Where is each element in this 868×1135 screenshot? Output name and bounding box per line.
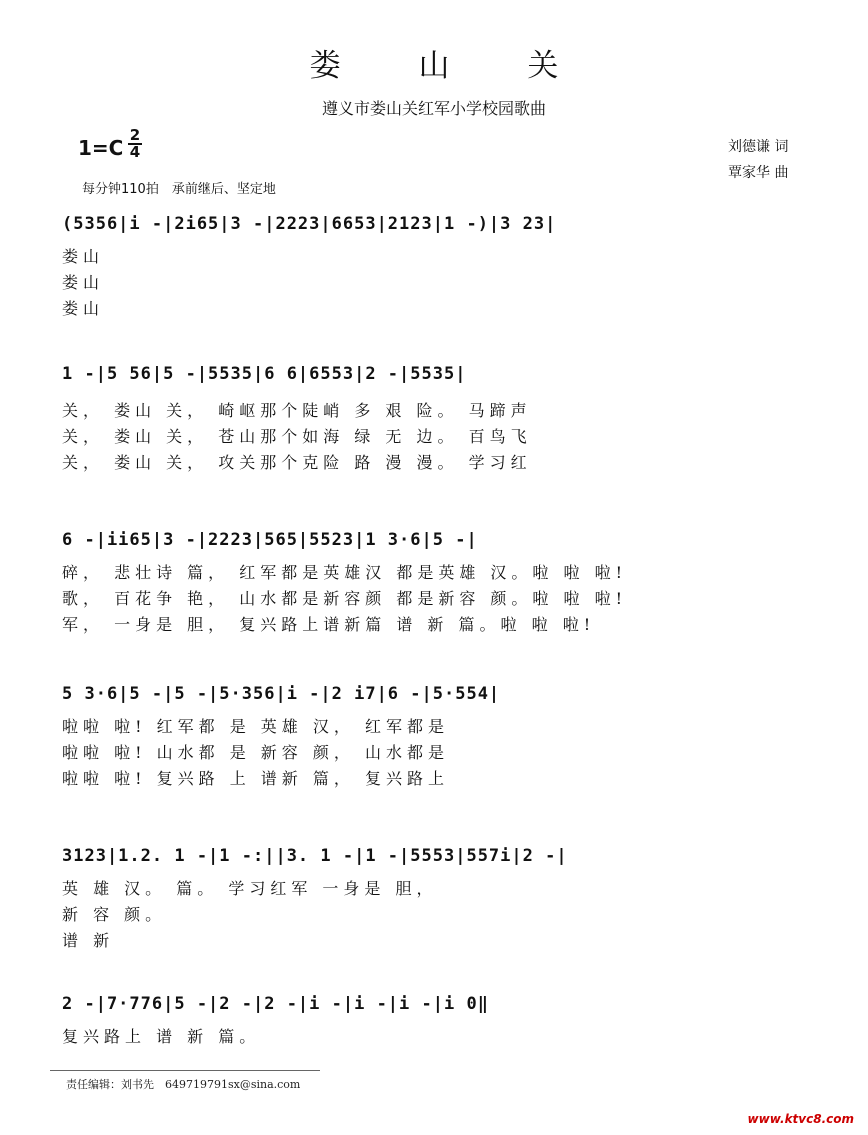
editor-credit: 责任编辑：刘书先 649719791sx@sina.com [66,1078,301,1091]
lyric-line-5-verse-1: 英 雄 汉。 篇。 学习红军 一身是 胆， [62,879,438,898]
lyric-line-1-verse-1: 娄山 [62,247,105,266]
lyric-line-1-verse-2: 娄山 [62,273,105,292]
lyric-line-6-verse-1: 复兴路上 谱 新 篇。 [62,1027,261,1046]
lyric-line-2-verse-3: 关， 娄山 关， 攻关那个克险 路 漫 漫。 学习红 [62,453,532,472]
lyric-line-1-verse-3: 娄山 [62,299,105,318]
lyric-line-3-verse-1: 碎， 悲壮诗 篇， 红军都是英雄汉 都是英雄 汉。啦 啦 啦! [62,563,628,582]
lyric-line-2-verse-2: 关， 娄山 关， 苍山那个如海 绿 无 边。 百鸟飞 [62,427,532,446]
notation-line-5: 3123|1.2. 1 -|1 -:||3. 1 -|1 -|5553|557i|2 -| [62,846,568,866]
notation-line-3: 6 -|ii65|3 -|2223|565|5523|1 3·6|5 -| [62,530,478,550]
lyric-line-3-verse-2: 歌， 百花争 艳， 山水都是新容颜 都是新容 颜。啦 啦 啦! [62,589,628,608]
lyric-line-4-verse-1: 啦啦 啦! 红军都 是 英雄 汉， 红军都是 [62,717,449,736]
notation-line-2: 1 -|5 56|5 -|5535|6 6|6553|2 -|5535| [62,364,467,384]
lyric-line-2-verse-1: 关， 娄山 关， 崎岖那个陡峭 多 艰 险。 马蹄声 [62,401,532,420]
lyric-line-4-verse-2: 啦啦 啦! 山水都 是 新容 颜， 山水都是 [62,743,449,762]
time-signature [128,128,142,160]
lyric-line-5-verse-2: 新 容 颜。 [62,905,167,924]
notation-line-6: 2 -|7·776|5 -|2 -|2 -|i -|i -|i -|i 0‖ [62,994,489,1014]
page-subtitle: 遵义市娄山关红军小学校园歌曲 [321,99,546,118]
lyric-line-5-verse-3: 谱 新 [62,931,115,950]
key-signature: 1=C [78,136,124,160]
notation-line-1: (5356|i -|2i65|3 -|2223|6653|2123|1 -)|3 23| [62,214,557,234]
time-signature-numerator: 2 [129,126,141,144]
time-signature-denominator: 4 [129,143,141,161]
tempo-marking: 每分钟110拍 承前继后、坚定地 [82,182,276,197]
lyric-line-3-verse-3: 军， 一身是 胆， 复兴路上谱新篇 谱 新 篇。啦 啦 啦! [62,615,596,634]
page-title: 娄 山 关 [309,48,593,84]
composer-credit: 覃家华 曲 [728,165,789,181]
lyric-line-4-verse-3: 啦啦 啦! 复兴路 上 谱新 篇， 复兴路上 [62,769,449,788]
lyricist-credit: 刘德谦 词 [728,139,789,155]
site-watermark: www.ktvc8.com [747,1112,854,1126]
footer-divider [50,1070,320,1071]
notation-line-4: 5 3·6|5 -|5 -|5·356|i -|2 i7|6 -|5·554| [62,684,501,704]
